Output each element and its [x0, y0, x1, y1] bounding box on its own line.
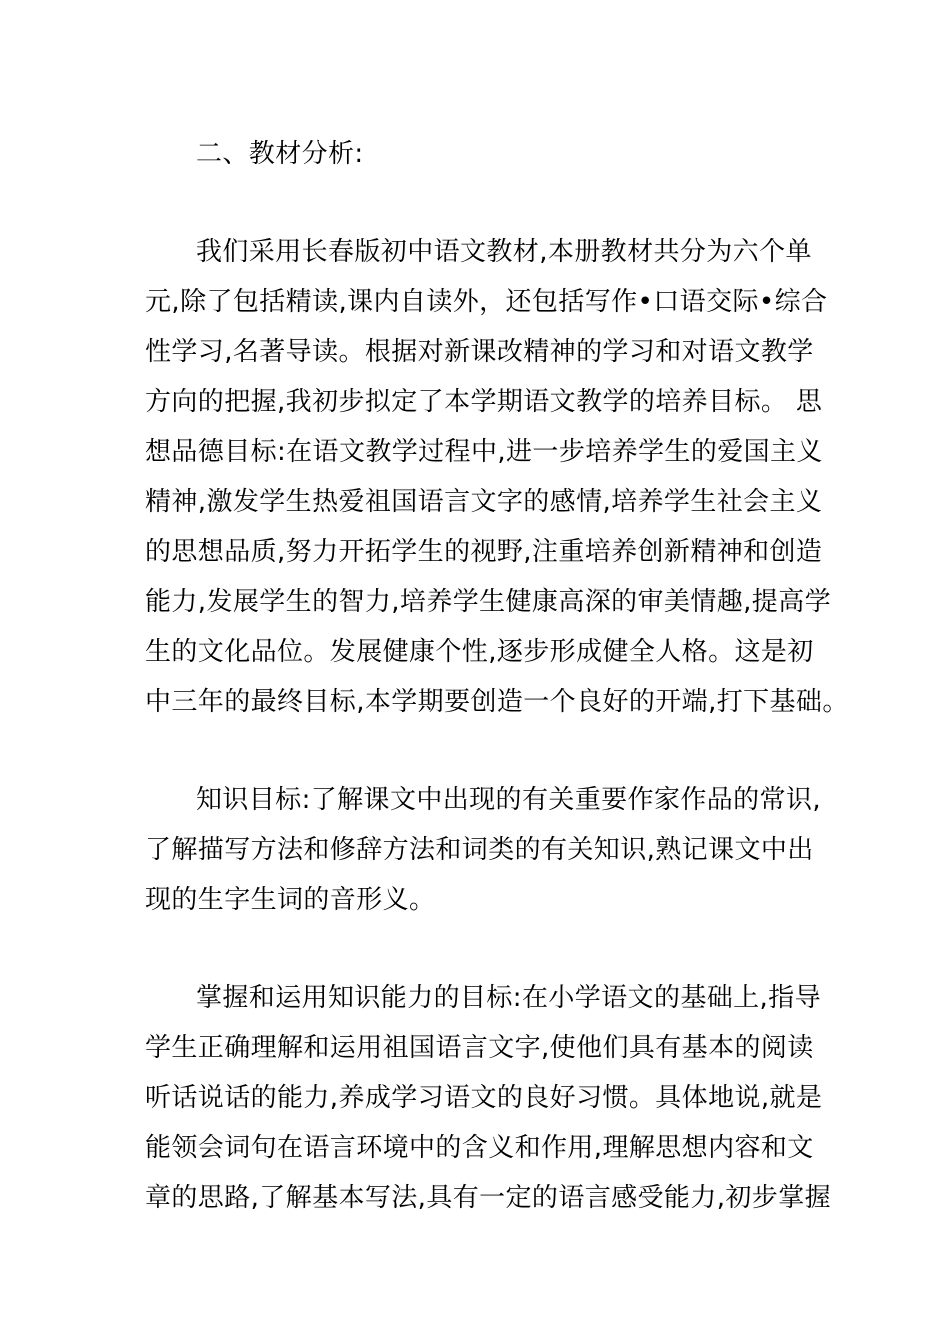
paragraph-line: 元,除了包括精读,课内自读外，还包括写作•口语交际•综合 [145, 287, 828, 317]
paragraph-line: 我们采用长春版初中语文教材,本册教材共分为六个单 [196, 237, 812, 267]
paragraph-line: 能力,发展学生的智力,培养学生健康高深的审美情趣,提高学 [145, 587, 831, 617]
paragraph-line: 学生正确理解和运用祖国语言文字,使他们具有基本的阅读 [145, 1033, 814, 1063]
paragraph-line: 中三年的最终目标,本学期要创造一个良好的开端,打下基础。 [145, 687, 849, 717]
paragraph-line: 的思想品质,努力开拓学生的视野,注重培养创新精神和创造 [145, 537, 823, 567]
paragraph-line: 知识目标:了解课文中出现的有关重要作家作品的常识, [196, 785, 822, 815]
paragraph-line: 想品德目标:在语文教学过程中,进一步培养学生的爱国主义 [145, 437, 823, 467]
paragraph-line: 现的生字生词的音形义。 [145, 885, 436, 915]
paragraph-line: 章的思路,了解基本写法,具有一定的语言感受能力,初步掌握 [145, 1183, 831, 1213]
paragraph-line: 性学习,名著导读。根据对新课改精神的学习和对语文教学 [145, 337, 814, 367]
section-heading: 二、教材分析: [196, 139, 364, 169]
paragraph-line: 精神,激发学生热爱祖国语言文字的感情,培养学生社会主义 [145, 487, 823, 517]
paragraph-line: 生的文化品位。发展健康个性,逐步形成健全人格。这是初 [145, 637, 814, 667]
paragraph-line: 能领会词句在语言环境中的含义和作用,理解思想内容和文 [145, 1133, 814, 1163]
paragraph-line: 了解描写方法和修辞方法和词类的有关知识,熟记课文中出 [145, 835, 814, 865]
paragraph-line: 听话说话的能力,养成学习语文的良好习惯。具体地说,就是 [145, 1083, 823, 1113]
paragraph-line: 掌握和运用知识能力的目标:在小学语文的基础上,指导 [196, 983, 822, 1013]
paragraph-line: 方向的把握,我初步拟定了本学期语文教学的培养目标。 思 [145, 387, 823, 417]
